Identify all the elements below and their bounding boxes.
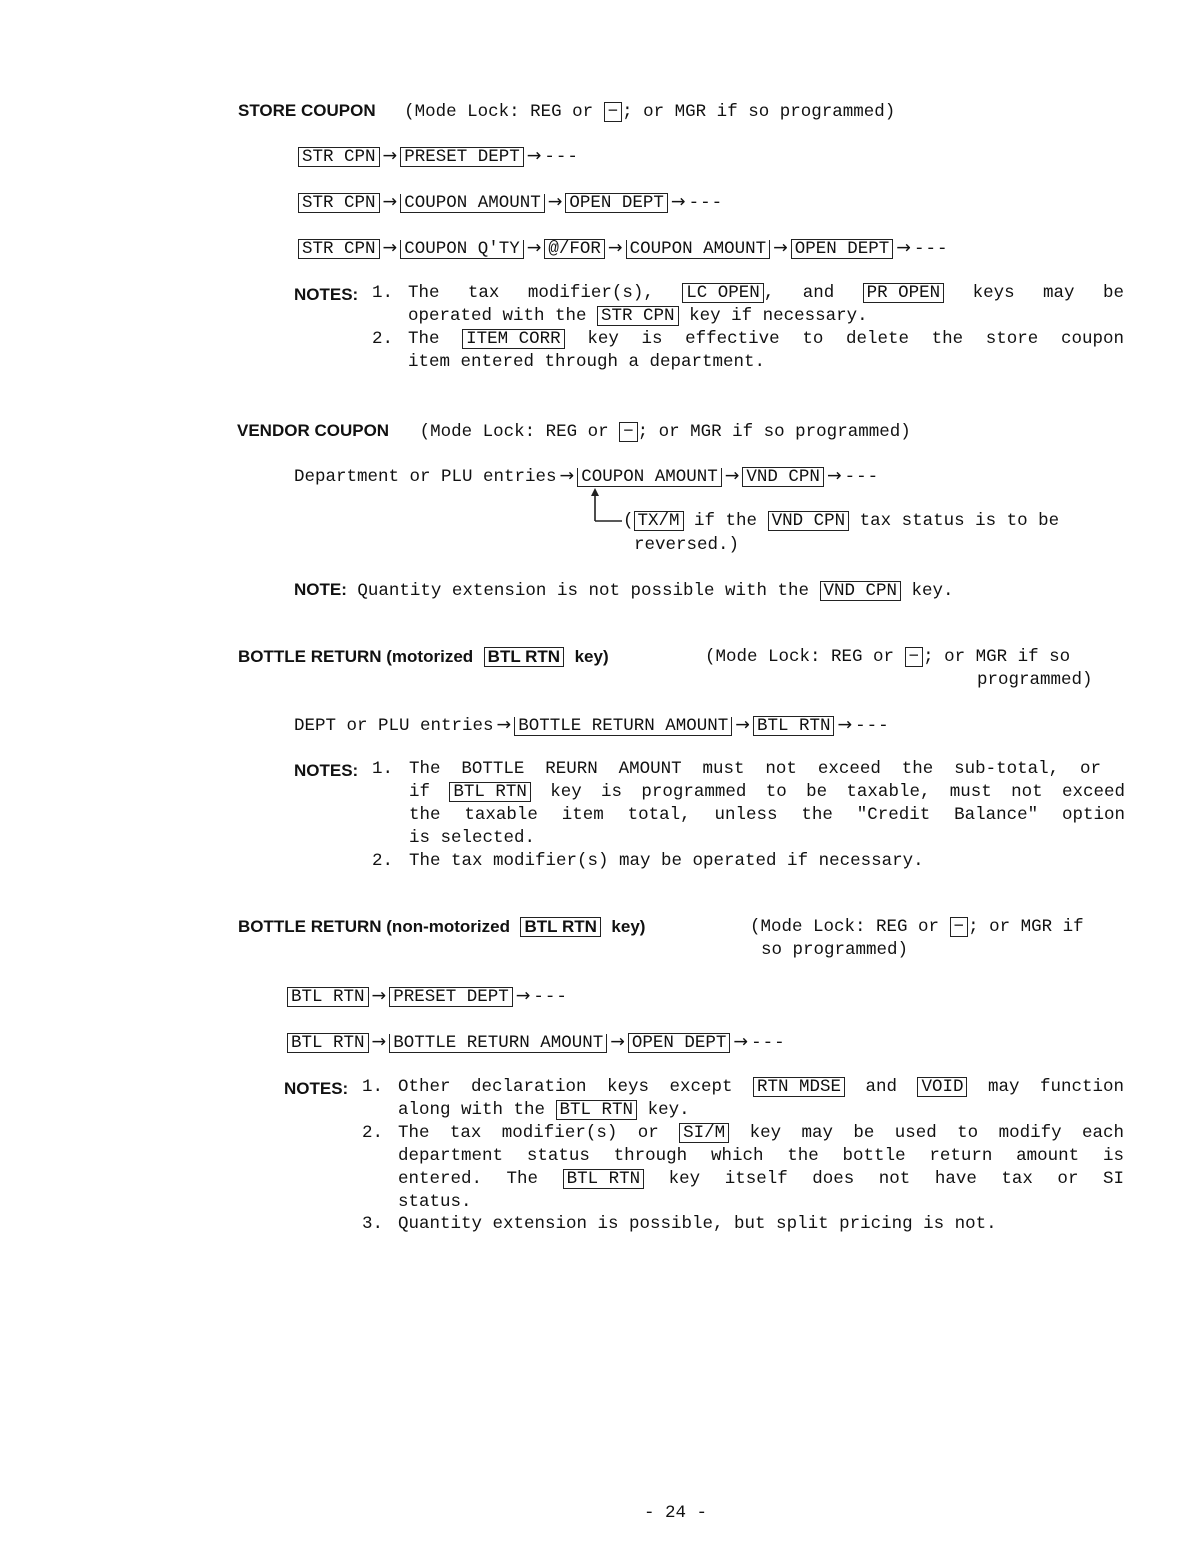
btl-rtn-key: BTL RTN xyxy=(556,1100,638,1120)
mode-lock-tail: ; or MGR if so xyxy=(923,647,1071,667)
note-text: key. xyxy=(647,1100,690,1120)
mode-lock-text: (Mode Lock: REG or xyxy=(419,422,609,442)
note-text: if xyxy=(409,782,431,802)
note-text: and xyxy=(865,1077,897,1097)
arrow-right-icon: → xyxy=(559,466,575,486)
open-dept-key: OPEN DEPT xyxy=(628,1033,731,1053)
section-title: BOTTLE RETURN (motorized xyxy=(238,647,474,666)
si-m-key: SI/M xyxy=(679,1123,729,1143)
bottle-return-amount-entry: BOTTLE RETURN AMOUNT xyxy=(514,717,732,736)
coupon-amount-entry: COUPON AMOUNT xyxy=(400,194,545,213)
btl-rtn-key: BTL RTN xyxy=(449,782,531,802)
section-title: BOTTLE RETURN (non-motorized xyxy=(238,917,510,936)
note-text: key may be used to modify each xyxy=(749,1123,1124,1143)
bottle-motor-note-1-line-2 xyxy=(409,782,1125,802)
note-text: may function xyxy=(987,1077,1124,1097)
entry-text: Department or PLU entries xyxy=(294,467,557,487)
note-number: 1. xyxy=(362,1077,384,1097)
sequence-tail: --- xyxy=(533,987,568,1007)
bottle-nonmotor-note-2-line-3 xyxy=(398,1169,1124,1189)
arrow-right-icon: → xyxy=(526,146,542,166)
void-key: VOID xyxy=(917,1077,967,1097)
btl-rtn-key: BTL RTN xyxy=(484,647,564,667)
arrow-right-icon: → xyxy=(547,192,563,212)
note-text: operated with the xyxy=(408,306,587,326)
bottle-return-amount-entry: BOTTLE RETURN AMOUNT xyxy=(389,1034,607,1053)
note-number: 3. xyxy=(362,1214,384,1234)
bottle-motor-notes-label: NOTES: xyxy=(294,761,359,780)
bottle-return-motorized-sequence xyxy=(294,715,890,736)
bottle-nonmotor-note-2-line-4: status. xyxy=(398,1192,472,1212)
open-dept-key: OPEN DEPT xyxy=(791,239,894,259)
store-coupon-title: STORE COUPON xyxy=(238,101,376,120)
note-text: if the xyxy=(694,511,758,531)
arrow-right-icon: → xyxy=(526,238,542,258)
store-coupon-notes-label: NOTES: xyxy=(294,285,359,304)
return-arrow-icon xyxy=(588,486,628,526)
minus-key: − xyxy=(604,102,623,122)
preset-dept-key: PRESET DEPT xyxy=(389,987,513,1007)
vendor-coupon-title: VENDOR COUPON xyxy=(237,421,390,440)
arrow-right-icon: → xyxy=(724,466,740,486)
str-cpn-key: STR CPN xyxy=(597,306,679,326)
arrow-right-icon: → xyxy=(773,238,788,258)
note-text: , and xyxy=(763,283,835,303)
note-number: 2. xyxy=(362,1123,384,1143)
sequence-tail: --- xyxy=(844,467,880,487)
item-corr-key: ITEM CORR xyxy=(462,329,565,349)
note-text: The tax modifier(s), xyxy=(408,283,654,303)
bottle-motor-note-1-line-4: is selected. xyxy=(409,828,536,848)
bottle-nonmotor-note-1-line-1 xyxy=(398,1077,1124,1097)
open-dept-key: OPEN DEPT xyxy=(565,193,668,213)
note-text: entered. The xyxy=(398,1169,539,1189)
arrow-right-icon: → xyxy=(371,986,387,1006)
str-cpn-key: STR CPN xyxy=(298,193,380,213)
minus-key: − xyxy=(950,917,969,937)
coupon-qty-entry: COUPON Q'TY xyxy=(400,240,524,259)
vendor-coupon-alternative-line-2: reversed.) xyxy=(634,535,740,555)
arrow-right-icon: → xyxy=(733,1032,749,1052)
note-number: 1. xyxy=(372,759,394,779)
minus-key: − xyxy=(619,422,638,442)
note-text: key is programmed to be taxable, must not exceed xyxy=(550,782,1125,802)
mode-lock-text: (Mode Lock: REG or xyxy=(750,917,940,937)
entry-text: DEPT or PLU entries xyxy=(294,716,494,736)
bottle-nonmotor-sequence-1 xyxy=(287,986,568,1007)
store-coupon-note-2-line-2: item entered through a department. xyxy=(408,352,766,372)
vendor-coupon-note xyxy=(294,580,954,601)
mode-lock-tail: ; or MGR if so programmed) xyxy=(637,422,911,442)
note-number: 2. xyxy=(372,851,394,871)
btl-rtn-key: BTL RTN xyxy=(563,1169,645,1189)
note-number: 1. xyxy=(372,283,394,303)
arrow-right-icon: → xyxy=(515,986,531,1006)
tx-m-key: TX/M xyxy=(634,511,684,531)
mode-lock-tail: ; or MGR if xyxy=(968,917,1084,937)
btl-rtn-key: BTL RTN xyxy=(287,1033,369,1053)
store-coupon-sequence-2 xyxy=(298,192,723,213)
note-text: key if necessary. xyxy=(689,306,868,326)
pr-open-key: PR OPEN xyxy=(863,283,945,303)
coupon-amount-entry: COUPON AMOUNT xyxy=(626,240,771,259)
arrow-right-icon: → xyxy=(496,715,512,735)
preset-dept-key: PRESET DEPT xyxy=(400,147,524,167)
sequence-tail: --- xyxy=(751,1033,786,1053)
bottle-motor-note-2: The tax modifier(s) may be operated if necessary. xyxy=(409,851,924,871)
store-coupon-sequence-1 xyxy=(298,146,579,167)
bottle-return-motorized-heading xyxy=(238,647,609,668)
paren: ( xyxy=(623,511,634,531)
arrow-right-icon: → xyxy=(607,238,623,258)
arrow-right-icon: → xyxy=(826,466,842,486)
vendor-coupon-sequence xyxy=(294,466,879,487)
arrow-right-icon: → xyxy=(610,1032,625,1052)
sequence-tail: --- xyxy=(855,716,890,736)
note-text: Quantity extension is not possible with the xyxy=(357,581,809,601)
mode-lock-text: (Mode Lock: REG or xyxy=(404,102,594,122)
bottle-return-motorized-mode xyxy=(705,647,1070,667)
arrow-right-icon: → xyxy=(735,715,750,735)
rtn-mdse-key: RTN MDSE xyxy=(753,1077,845,1097)
mode-lock-tail-2: so programmed) xyxy=(761,940,909,960)
bottle-motor-note-1-line-1: The BOTTLE REURN AMOUNT must not exceed the sub-total, or xyxy=(409,759,1101,779)
bottle-return-nonmotorized-mode xyxy=(750,917,1084,937)
sequence-tail: --- xyxy=(913,239,949,259)
store-coupon-note-2-line-1 xyxy=(408,329,1124,349)
bottle-motor-note-1-line-3: the taxable item total, unless the "Credit Balance" option xyxy=(409,805,1125,825)
arrow-right-icon: → xyxy=(382,192,398,212)
bottle-nonmotor-note-1-line-2 xyxy=(398,1100,690,1120)
sequence-tail: --- xyxy=(688,193,724,213)
minus-key: − xyxy=(905,647,924,667)
arrow-right-icon: → xyxy=(896,238,911,258)
note-text: The tax modifier(s) or xyxy=(398,1123,659,1143)
note-text: key is effective to delete the store coupon xyxy=(587,329,1124,349)
page-number: - 24 - xyxy=(644,1503,708,1523)
store-coupon-sequence-3 xyxy=(298,238,948,259)
btl-rtn-key: BTL RTN xyxy=(287,987,369,1007)
note-text: The xyxy=(408,329,440,349)
vendor-coupon-heading xyxy=(237,421,911,442)
arrow-right-icon: → xyxy=(382,238,398,258)
arrow-right-icon: → xyxy=(670,192,686,212)
arrow-right-icon: → xyxy=(382,146,398,166)
btl-rtn-key: BTL RTN xyxy=(753,716,835,736)
vnd-cpn-key: VND CPN xyxy=(820,581,902,601)
bottle-nonmotor-notes-label: NOTES: xyxy=(284,1079,349,1098)
store-coupon-heading xyxy=(238,101,895,122)
bottle-return-nonmotorized-heading xyxy=(238,917,645,938)
note-label: NOTE: xyxy=(294,580,347,599)
store-coupon-note-1-line-2 xyxy=(408,306,868,326)
mode-lock-tail: ; or MGR if so programmed) xyxy=(622,102,896,122)
vnd-cpn-key: VND CPN xyxy=(768,511,850,531)
note-text: key itself does not have tax or SI xyxy=(668,1169,1124,1189)
bottle-nonmotor-note-3: Quantity extension is possible, but split pricing is not. xyxy=(398,1214,997,1234)
note-text: key. xyxy=(911,581,954,601)
note-text: along with the xyxy=(398,1100,546,1120)
bottle-nonmotor-note-2-line-1 xyxy=(398,1123,1124,1143)
coupon-amount-entry: COUPON AMOUNT xyxy=(577,468,722,487)
vendor-coupon-alternative xyxy=(623,511,1059,531)
at-for-key: @/FOR xyxy=(544,239,605,259)
section-title: key) xyxy=(611,917,646,936)
lc-open-key: LC OPEN xyxy=(682,283,764,303)
vnd-cpn-key: VND CPN xyxy=(742,467,824,487)
section-title: key) xyxy=(574,647,609,666)
note-number: 2. xyxy=(372,329,394,349)
store-coupon-note-1-line-1 xyxy=(408,283,1124,303)
note-text: Other declaration keys except xyxy=(398,1077,733,1097)
note-text: keys may be xyxy=(972,283,1124,303)
bottle-nonmotor-note-2-line-2: department status through which the bottle return amount is xyxy=(398,1146,1124,1166)
note-text: tax status is to be xyxy=(859,511,1060,531)
str-cpn-key: STR CPN xyxy=(298,147,380,167)
sequence-tail: --- xyxy=(544,147,579,167)
arrow-right-icon: → xyxy=(837,715,853,735)
btl-rtn-key: BTL RTN xyxy=(520,917,600,937)
mode-lock-text: (Mode Lock: REG or xyxy=(705,647,895,667)
arrow-right-icon: → xyxy=(371,1032,387,1052)
str-cpn-key: STR CPN xyxy=(298,239,380,259)
mode-lock-tail-2: programmed) xyxy=(977,670,1093,690)
bottle-nonmotor-sequence-2 xyxy=(287,1032,786,1053)
